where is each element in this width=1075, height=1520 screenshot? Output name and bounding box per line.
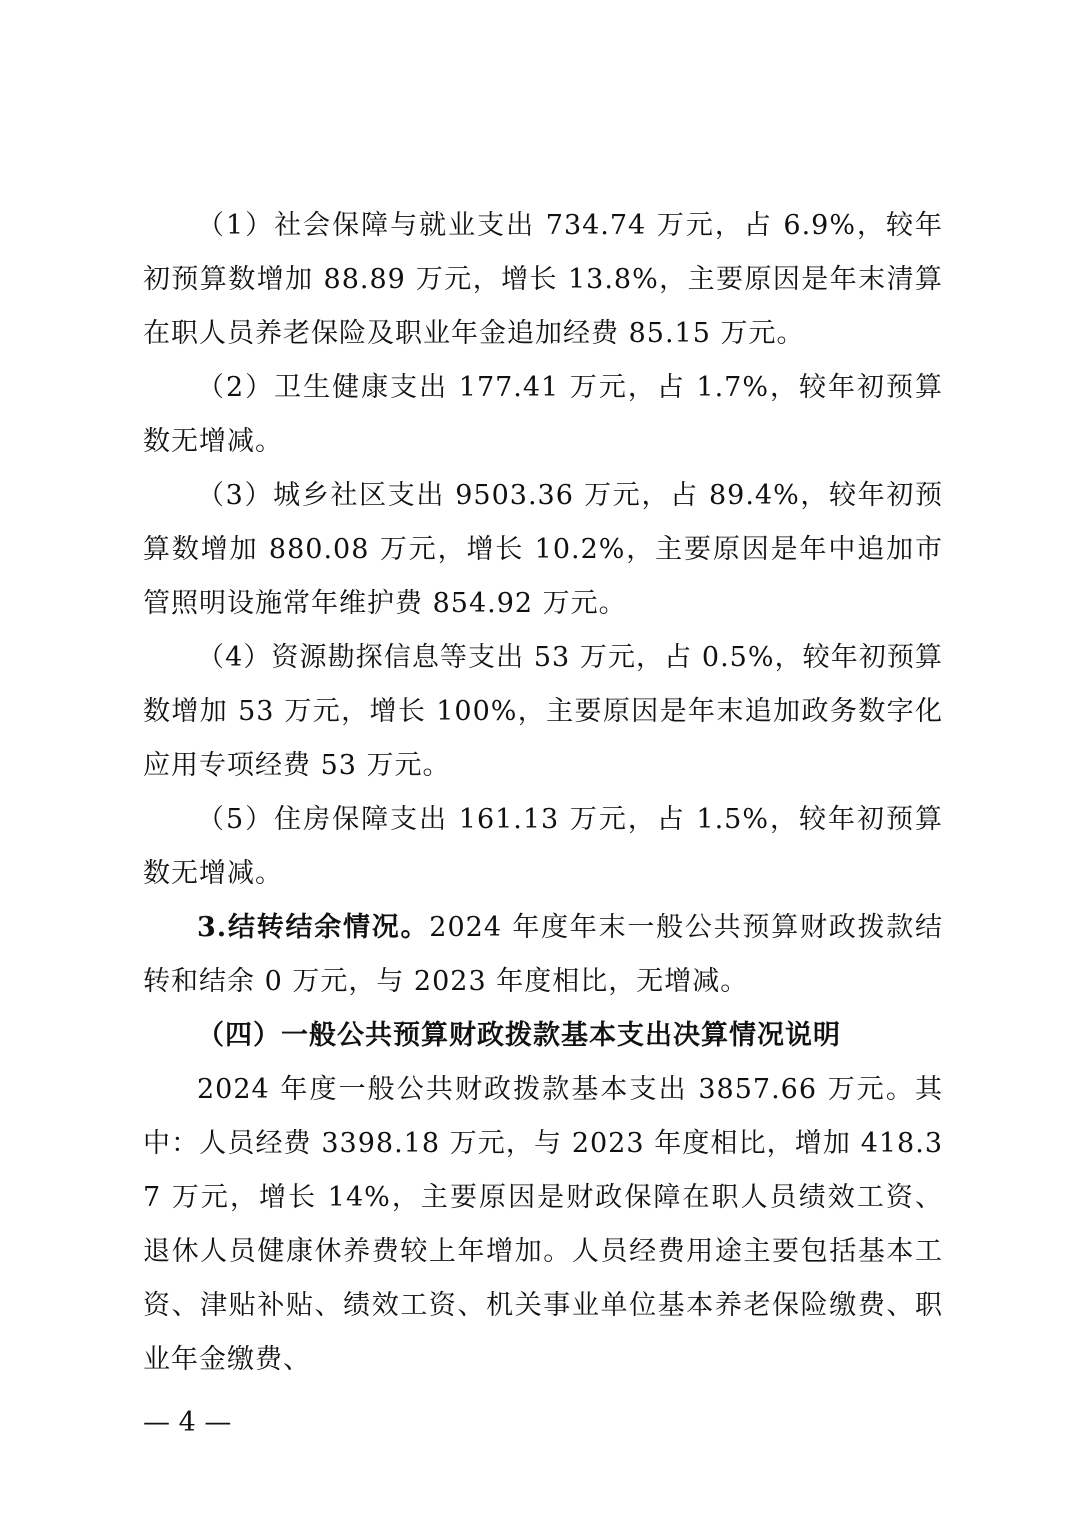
paragraph-social-security: （1）社会保障与就业支出 734.74 万元，占 6.9%，较年初预算数增加 88.89 万元，增长 13.8%，主要原因是年末清算在职人员养老保险及职业年金追加经费 85.15 万元。 xyxy=(143,210,943,349)
paragraph-urban-rural: （3）城乡社区支出 9503.36 万元，占 89.4%，较年初预算数增加 880.08 万元，增长 10.2%，主要原因是年中追加市管照明设施常年维护费 854.92 万元。 xyxy=(143,480,943,619)
page-number: — 4 — xyxy=(143,1407,232,1438)
paragraph-housing: （5）住房保障支出 161.13 万元，占 1.5%，较年初预算数无增减。 xyxy=(143,804,943,889)
document-body xyxy=(143,199,943,1387)
paragraph-health: （2）卫生健康支出 177.41 万元，占 1.7%，较年初预算数无增减。 xyxy=(143,372,943,457)
paragraph-carryover xyxy=(143,901,943,1009)
paragraph-resource-exploration: （4）资源勘探信息等支出 53 万元，占 0.5%，较年初预算数增加 53 万元，增长 100%，主要原因是年末追加政务数字化应用专项经费 53 万元。 xyxy=(143,642,943,781)
section-heading: （四）一般公共预算财政拨款基本支出决算情况说明 xyxy=(197,1020,841,1051)
carryover-title: 3.结转结余情况。 xyxy=(197,912,430,943)
carryover-text: 2024 年度年末一般公共预算财政拨款结转和结余 0 万元，与 2023 年度相比，无增减。 xyxy=(143,912,943,997)
paragraph-basic-expense: 2024 年度一般公共财政拨款基本支出 3857.66 万元。其中：人员经费 3398.18 万元，与 2023 年度相比，增加 418.37 万元，增长 14%，主要原因是财政保障在职人员绩效工资、退休人员健康休养费较上年增加。人员经费用途主要包括基本工资、津贴补贴、绩效工资、机关事业单位基本养老保险缴费、职业年金缴费、 xyxy=(143,1074,943,1375)
